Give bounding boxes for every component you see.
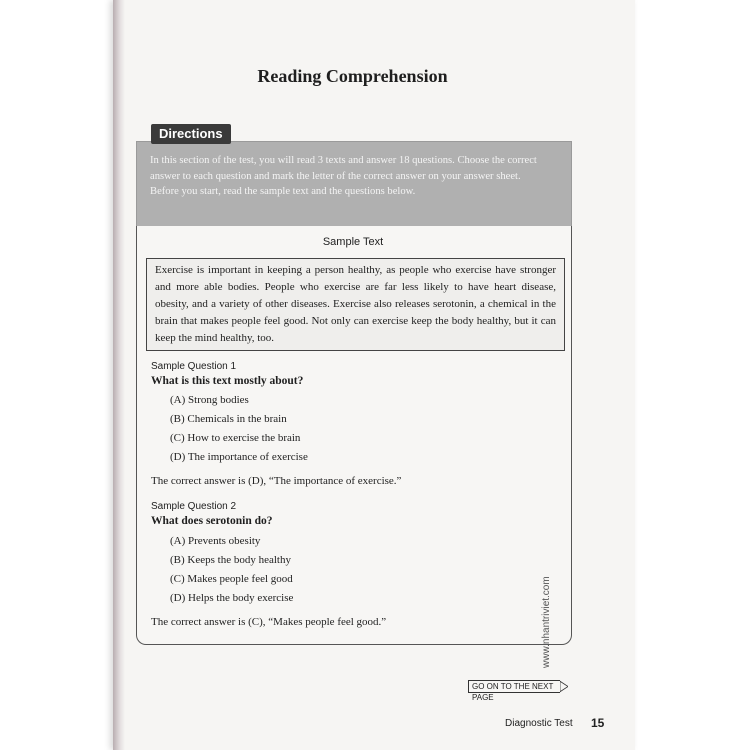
question-1-label: Sample Question 1 xyxy=(151,361,237,372)
question-1-option-d: (D) The importance of exercise xyxy=(170,451,308,463)
directions-tab: Directions xyxy=(151,124,231,144)
footer-section-label: Diagnostic Test xyxy=(505,718,573,729)
question-1-option-c: (C) How to exercise the brain xyxy=(170,432,301,444)
question-2-answer: The correct answer is (C), “Makes people feel good.” xyxy=(151,616,387,628)
question-2-option-a: (A) Prevents obesity xyxy=(170,535,261,547)
question-1-answer: The correct answer is (D), “The importance of exercise.” xyxy=(151,475,402,487)
question-1-option-a: (A) Strong bodies xyxy=(170,394,249,406)
question-2-label: Sample Question 2 xyxy=(151,501,237,512)
watermark-text: www.nhantriviet.com xyxy=(541,576,552,668)
book-spine-shadow xyxy=(113,0,125,750)
directions-text xyxy=(150,153,562,200)
question-2-option-d: (D) Helps the body exercise xyxy=(170,592,294,604)
question-2-text: What does serotonin do? xyxy=(151,515,273,527)
question-1-option-b: (B) Chemicals in the brain xyxy=(170,413,287,425)
sample-passage: Exercise is important in keeping a person healthy, as people who exercise have stronger and more able bodies. People who exercise are far less likely to have heart disease, obesity, and a variety of other diseases. Exercise also releases serotonin, a chemical in the brain that makes people feel good. Not only can exercise keep the body healthy, but it can keep the mind healthy, too. xyxy=(146,258,565,351)
next-page-label: GO ON TO THE NEXT PAGE xyxy=(468,680,560,693)
question-2-option-c: (C) Makes people feel good xyxy=(170,573,293,585)
footer-page-number: 15 xyxy=(591,716,605,730)
sample-text-heading: Sample Text xyxy=(322,236,384,248)
question-1-text: What is this text mostly about? xyxy=(151,375,304,387)
directions-paragraph-1: In this section of the test, you will read 3 texts and answer 18 questions. Choose the correct answer to each question and mark the letter of the correct answer on your answer sheet. xyxy=(150,155,537,182)
question-2-option-b: (B) Keeps the body healthy xyxy=(170,554,291,566)
next-page-indicator xyxy=(468,681,568,702)
page-title: Reading Comprehension xyxy=(257,66,448,86)
directions-paragraph-2: Before you start, read the sample text and the questions below. xyxy=(150,186,416,197)
arrow-right-icon xyxy=(560,680,568,693)
